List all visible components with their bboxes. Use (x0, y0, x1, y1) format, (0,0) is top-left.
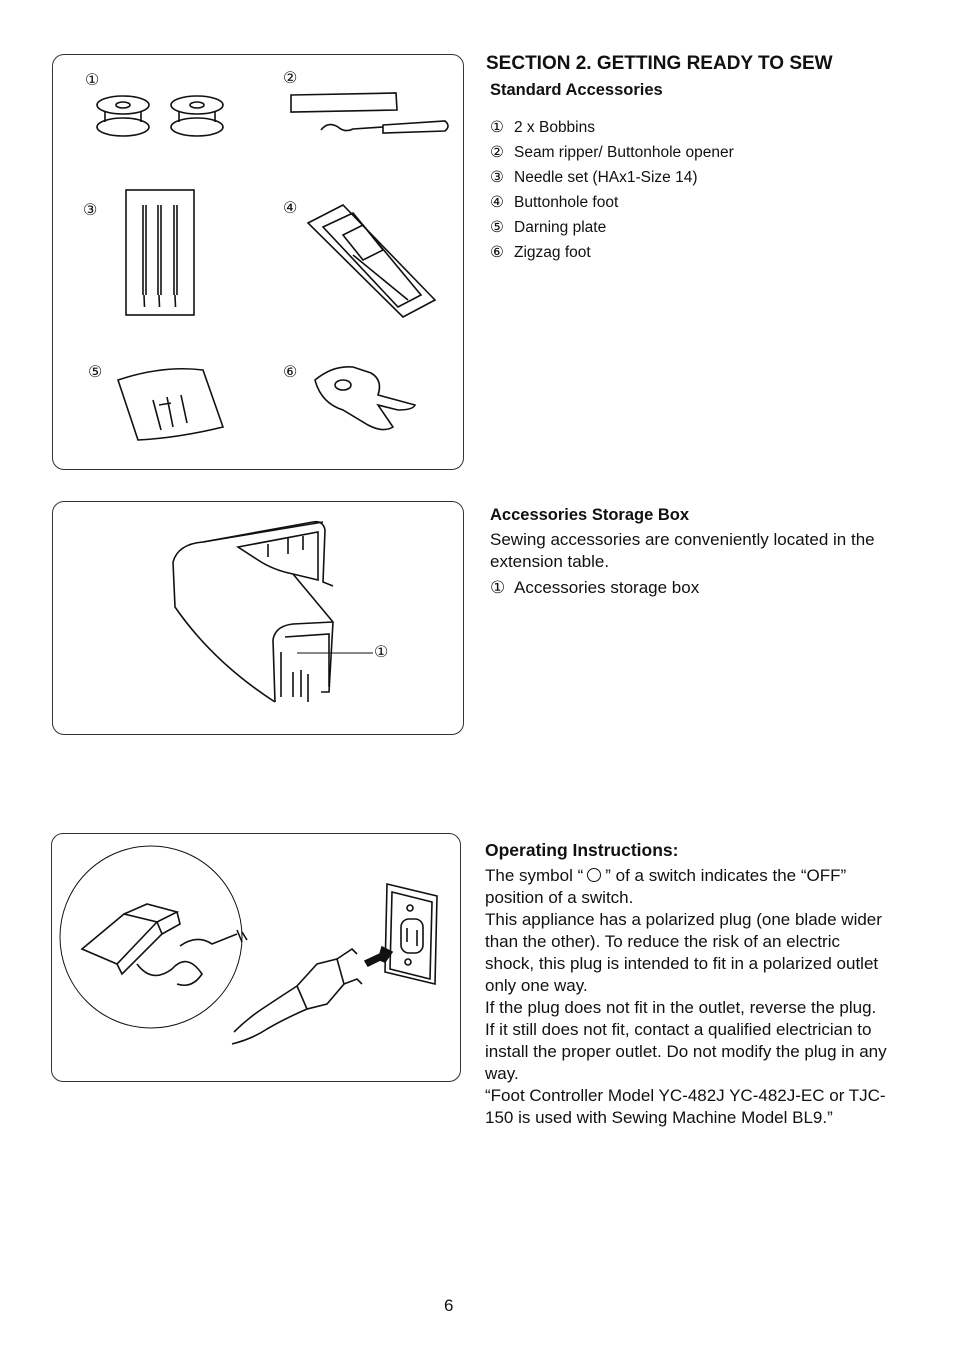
seam-ripper-illustration (291, 93, 448, 133)
plug-figure-panel (51, 833, 461, 1082)
storage-box-description: Sewing accessories are conveniently located in the extension table. (490, 530, 875, 571)
callout-2: ② (283, 70, 298, 87)
bobbin-illustration (97, 96, 223, 136)
foot-controller-paragraph: “Foot Controller Model YC-482J YC-482J-EC or TJC-150 is used with Sewing Machine Model BL9.” (485, 1086, 886, 1127)
off-symbol-paragraph: The symbol “ ” of a switch indicates the “OFF” position of a switch. (485, 866, 847, 907)
callout-5: ⑤ (88, 364, 103, 381)
list-item: ④ Buttonhole foot (490, 194, 619, 211)
plug-outlet-illustration (52, 834, 460, 1081)
list-item: ⑤ Darning plate (490, 219, 607, 236)
reverse-plug-paragraph: If the plug does not fit in the outlet, reverse the plug. If it still does not fit, contact a qualified electrician to install the proper outlet. Do not modify the plug in any way. (485, 998, 887, 1083)
section-title: SECTION 2. GETTING READY TO SEW (486, 53, 833, 74)
arrow-icon (365, 947, 392, 966)
standard-accessories-heading: Standard Accessories (490, 81, 663, 99)
accessories-figure-panel (52, 54, 464, 470)
storage-box-figure-panel (52, 501, 464, 735)
storage-box-item: ① Accessories storage box (490, 578, 700, 597)
storage-box-heading: Accessories Storage Box (490, 506, 690, 524)
standard-accessories-list (490, 115, 734, 265)
zigzag-foot-illustration (315, 367, 415, 430)
operating-body (485, 865, 890, 1129)
storage-box-callout: ① (374, 644, 389, 661)
callout-4: ④ (283, 200, 298, 217)
list-item: ① 2 x Bobbins (490, 119, 595, 136)
foot-controller-illustration (60, 846, 247, 1028)
buttonhole-foot-illustration (308, 205, 435, 317)
polarized-plug-paragraph: This appliance has a polarized plug (one blade wider than the other). To reduce the risk of an electric shock, this plug is intended to fit in a polarized outlet only one way. (485, 910, 882, 995)
list-item: ③ Needle set (HAx1-Size 14) (490, 169, 698, 186)
accessories-illustration (53, 55, 463, 469)
plug-illustration (232, 949, 362, 1044)
darning-plate-illustration (118, 369, 223, 440)
page-number: 6 (444, 1296, 454, 1315)
callout-3: ③ (83, 202, 98, 219)
storage-box-illustration (53, 502, 463, 734)
wall-outlet-illustration (385, 884, 437, 984)
callout-1: ① (85, 72, 100, 89)
list-item: ② Seam ripper/ Buttonhole opener (490, 144, 734, 161)
callout-6: ⑥ (283, 364, 298, 381)
needle-set-illustration (126, 190, 194, 315)
off-circle-icon (587, 868, 601, 882)
operating-heading: Operating Instructions: (485, 840, 679, 860)
list-item: ⑥ Zigzag foot (490, 244, 591, 261)
